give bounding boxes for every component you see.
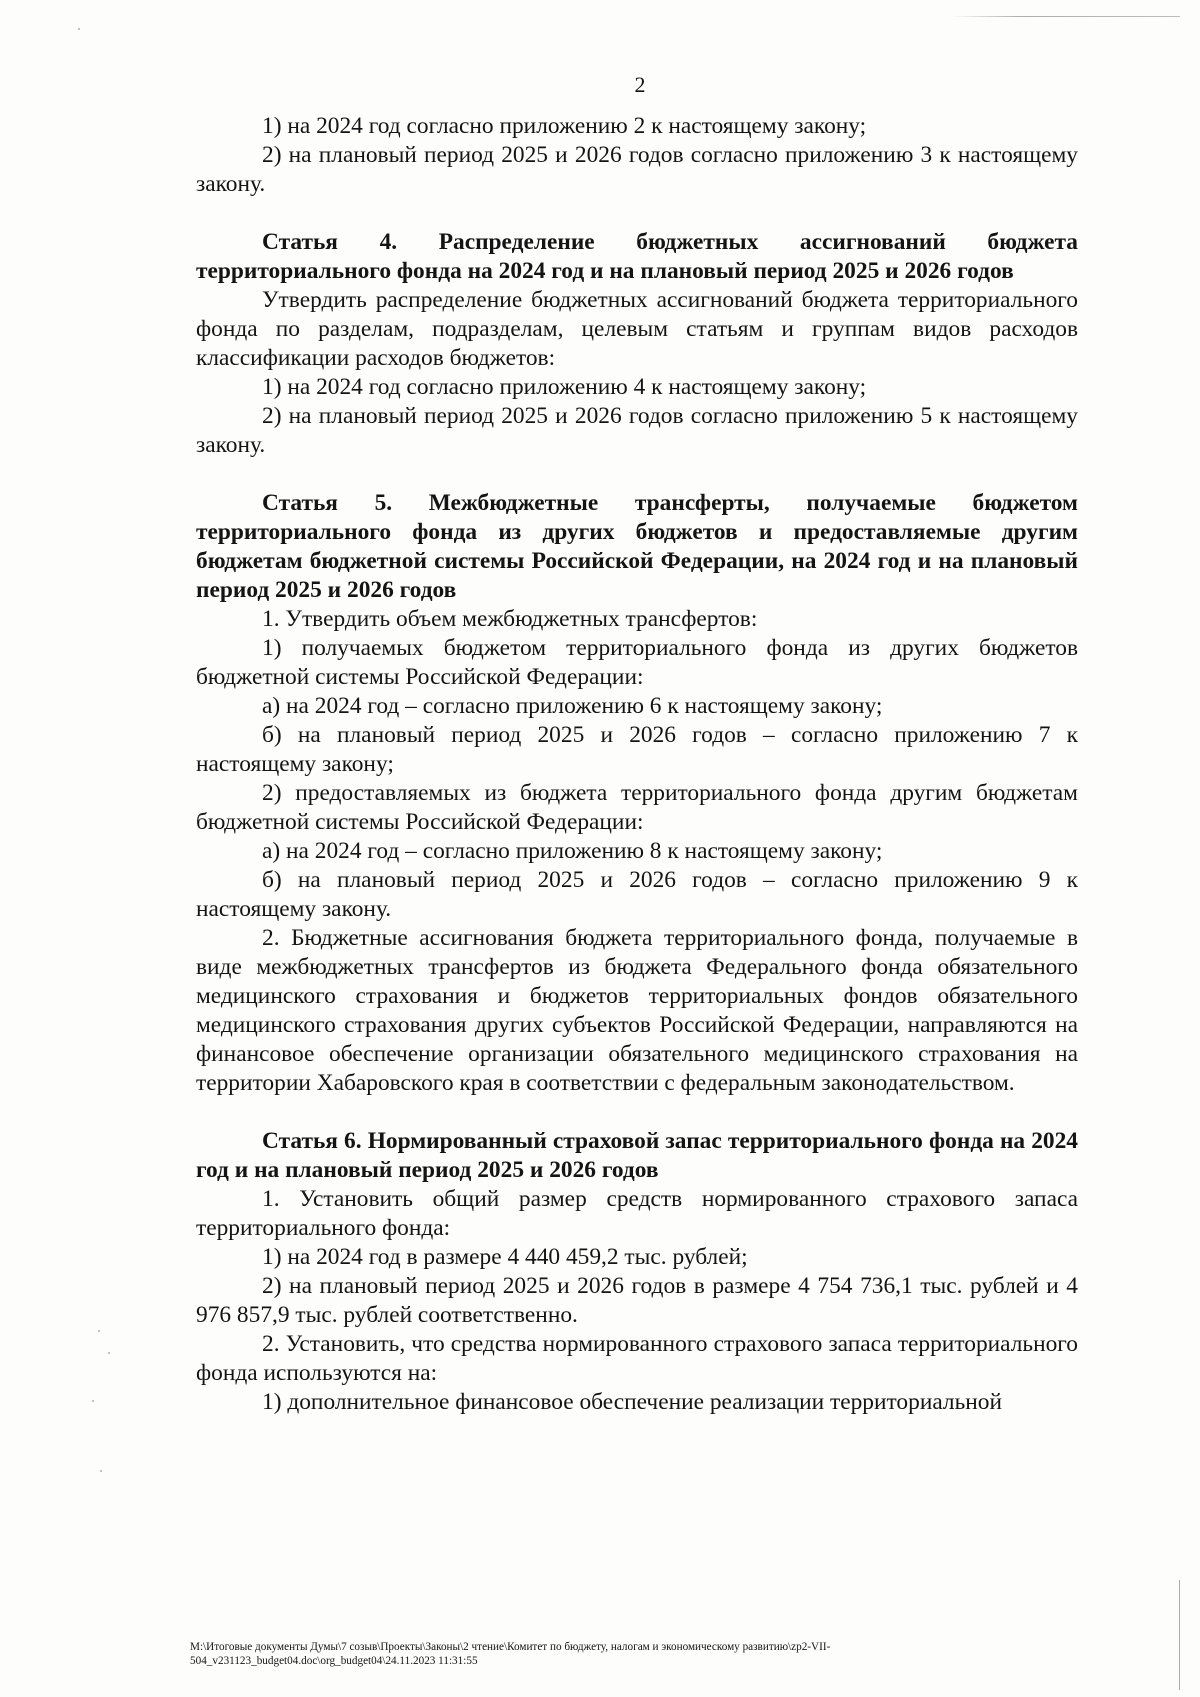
paragraph: 1) на 2024 год согласно приложению 4 к настоящему закону;: [262, 374, 867, 400]
scan-edge-line: [1179, 1580, 1180, 1690]
paragraph: 1) получаемых бюджетом территориального фонда из других бюджетов бюджетной системы Российской Федерации:: [196, 635, 1078, 690]
article-heading: Статья 6. Нормированный страховой запас территориального фонда на 2024 год и на плановый период 2025 и 2026 годов: [196, 1128, 1078, 1183]
paragraph: 2) на плановый период 2025 и 2026 годов согласно приложению 5 к настоящему закону.: [196, 403, 1078, 458]
paragraph: 2) на плановый период 2025 и 2026 годов согласно приложению 3 к настоящему закону.: [196, 142, 1078, 197]
paragraph-gap: [196, 460, 1078, 489]
document-body: [196, 112, 1078, 1417]
footer-line-1: М:\Итоговые документы Думы\7 созыв\Проекты\Законы\2 чтение\Комитет по бюджету, налогам и экономическому развитию\zp2-VII-: [190, 1641, 831, 1653]
paragraph: 1. Утвердить объем межбюджетных трансфертов:: [262, 606, 758, 632]
paragraph: б) на плановый период 2025 и 2026 годов – согласно приложению 7 к настоящему закону;: [196, 722, 1078, 777]
paragraph: 1. Установить общий размер средств нормированного страхового запаса территориального фонда:: [196, 1186, 1078, 1241]
scan-speck: [108, 1352, 110, 1354]
paragraph: Утвердить распределение бюджетных ассигнований бюджета территориального фонда по разделам, подразделам, целевым статьям и группам видов расходов классификации расходов бюджетов:: [196, 287, 1078, 371]
paragraph-gap: [196, 1098, 1078, 1127]
paragraph: 2. Установить, что средства нормированного страхового запаса территориального фонда используются на:: [196, 1331, 1078, 1386]
scan-speck: [92, 1400, 94, 1402]
article-heading: Статья 5. Межбюджетные трансферты, получаемые бюджетом территориального фонда из других бюджетов и предоставляемые другим бюджетам бюджетной системы Российской Федерации, на 2024 год и на плановый период 2025 и 2026 годов: [196, 490, 1078, 603]
scan-speck: [100, 1470, 102, 1472]
scan-artifact-line: [950, 16, 1180, 17]
paragraph-gap: [196, 199, 1078, 228]
paragraph: а) на 2024 год – согласно приложению 6 к настоящему закону;: [262, 693, 883, 719]
footer-line-2: 504_v231123_budget04.doc\org_budget04\24.11.2023 11:31:55: [190, 1655, 478, 1667]
paragraph: 2. Бюджетные ассигнования бюджета территориального фонда, получаемые в виде межбюджетных трансфертов из бюджета Федерального фонда обязательного медицинского страхования и бюджетов территориальных фондов обязательного медицинского страхования других субъектов Российской Федерации, направляются на финансовое обеспечение организации обязательного медицинского страхования на территории Хабаровского края в соответствии с федеральным законодательством.: [196, 925, 1078, 1096]
paragraph: 1) на 2024 год согласно приложению 2 к настоящему закону;: [262, 113, 867, 139]
paragraph: 1) на 2024 год в размере 4 440 459,2 тыс. рублей;: [262, 1244, 748, 1270]
paragraph: 1) дополнительное финансовое обеспечение реализации территориальной: [262, 1389, 1002, 1415]
paragraph: б) на плановый период 2025 и 2026 годов – согласно приложению 9 к настоящему закону.: [196, 867, 1078, 922]
article-heading: Статья 4. Распределение бюджетных ассигнований бюджета территориального фонда на 2024 год и на плановый период 2025 и 2026 годов: [196, 229, 1078, 284]
page-number: 2: [634, 72, 646, 97]
scan-speck: [78, 28, 80, 30]
document-footer-path: [190, 1640, 1120, 1668]
scan-speck: [98, 1330, 100, 1332]
paragraph: а) на 2024 год – согласно приложению 8 к настоящему закону;: [262, 838, 883, 864]
paragraph: 2) на плановый период 2025 и 2026 годов в размере 4 754 736,1 тыс. рублей и 4 976 857,9 тыс. рублей соответственно.: [196, 1273, 1078, 1328]
paragraph: 2) предоставляемых из бюджета территориального фонда другим бюджетам бюджетной системы Российской Федерации:: [196, 780, 1078, 835]
